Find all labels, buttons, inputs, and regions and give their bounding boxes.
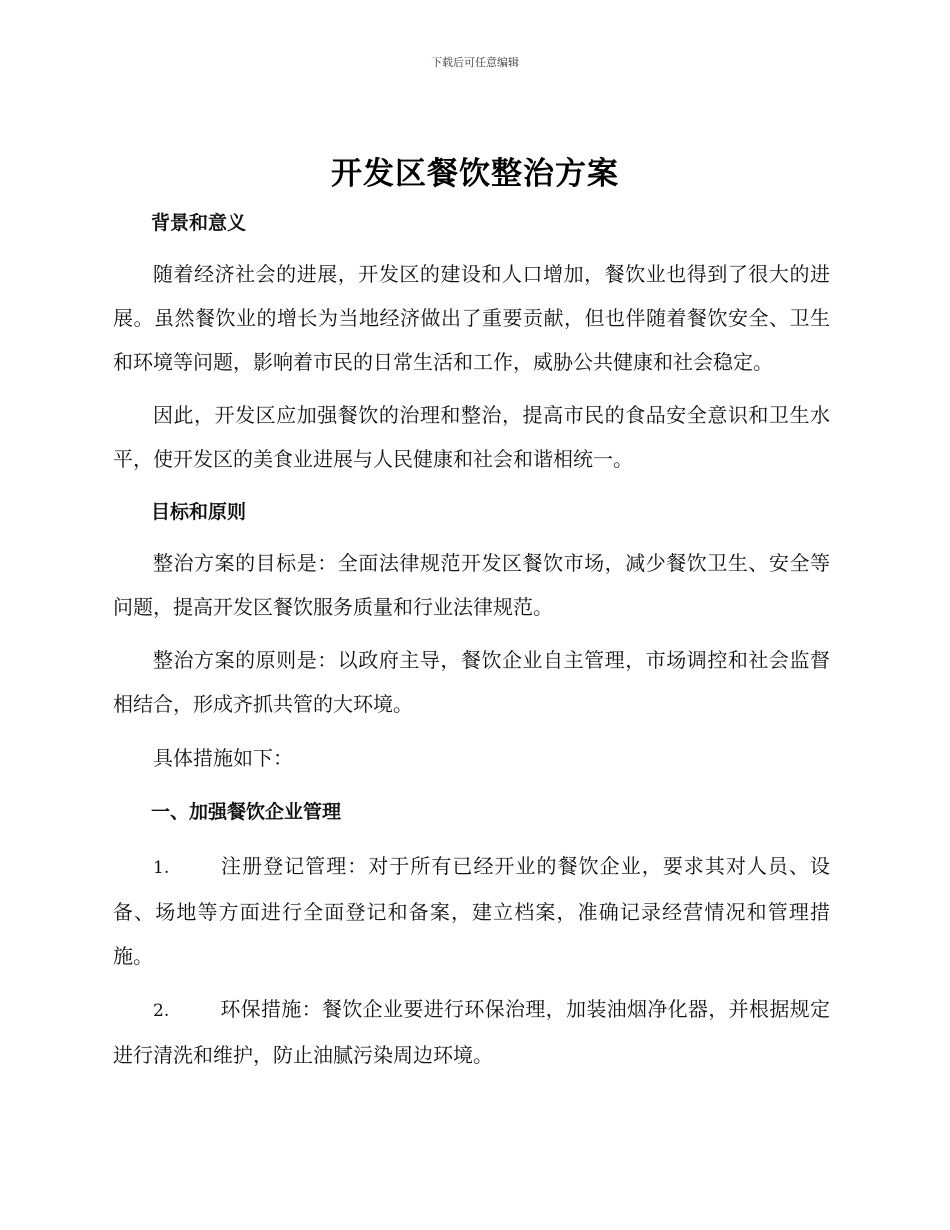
section-heading-goals: 目标和原则 <box>151 501 247 523</box>
paragraph-goal: 整治方案的目标是：全面法律规范开发区餐饮市场，减少餐饮卫生、安全等问题，提高开发区餐饮服务质量和行业法律规范。 <box>113 551 830 619</box>
document-title: 开发区餐饮整治方案 <box>331 156 619 192</box>
list-item-number: 2. <box>153 1001 170 1021</box>
list-item <box>113 844 830 978</box>
list-item-text: 环保措施：餐饮企业要进行环保治理，加装油烟净化器，并根据规定进行清洗和维护，防止油腻污染周边环境。 <box>113 997 830 1067</box>
paragraph-principle: 整治方案的原则是：以政府主导，餐饮企业自主管理，市场调控和社会监督相结合，形成齐抓共管的大环境。 <box>113 648 830 716</box>
list-item <box>113 987 830 1077</box>
document-body <box>113 201 830 1077</box>
paragraph-background-1: 随着经济社会的进展，开发区的建设和人口增加，餐饮业也得到了很大的进展。虽然餐饮业的增长为当地经济做出了重要贡献，但也伴随着餐饮安全、卫生和环境等问题，影响着市民的日常生活和工作，威胁公共健康和社会稳定。 <box>113 262 830 374</box>
section-heading-enterprise-management: 一、加强餐饮企业管理 <box>151 801 342 823</box>
list-item-text: 注册登记管理：对于所有已经开业的餐饮企业，要求其对人员、设备、场地等方面进行全面登记和备案，建立档案，准确记录经营情况和管理措施。 <box>113 854 830 968</box>
paragraph-measures-intro: 具体措施如下： <box>153 746 293 770</box>
header-note: 下载后可任意编辑 <box>431 56 519 69</box>
section-heading-background: 背景和意义 <box>151 212 247 234</box>
paragraph-background-2: 因此，开发区应加强餐饮的治理和整治，提高市民的食品安全意识和卫生水平，使开发区的美食业进展与人民健康和社会和谐相统一。 <box>113 403 830 471</box>
list-item-number: 1. <box>153 858 170 878</box>
